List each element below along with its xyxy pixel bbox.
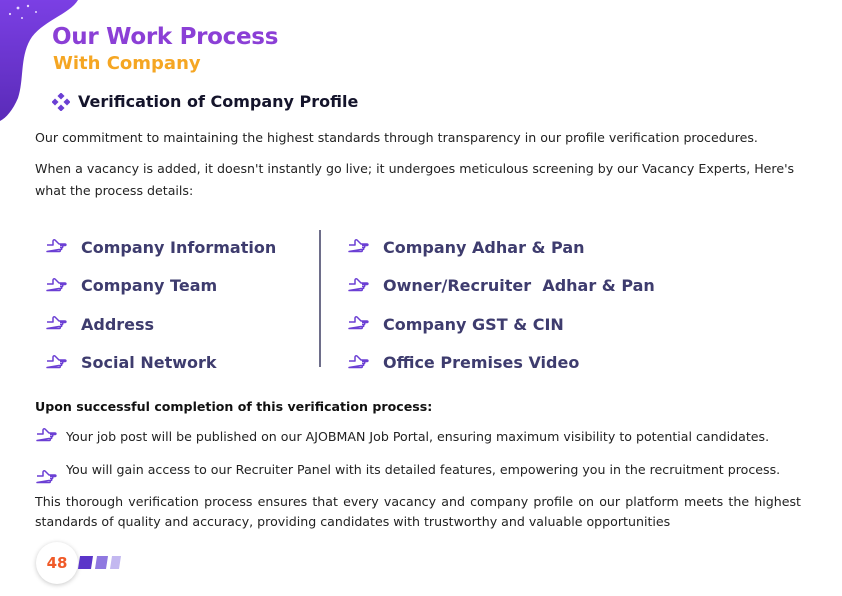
section-heading: [52, 92, 358, 111]
list-item: [45, 267, 315, 306]
page-number-badge: [36, 542, 78, 584]
benefit-item: [35, 428, 769, 444]
page-decoration-icon: [78, 556, 124, 569]
benefit-item: [35, 462, 780, 486]
verification-list-left: [45, 228, 315, 382]
list-item: [45, 305, 315, 344]
page-title: Our Work Process: [52, 24, 279, 50]
pointing-hand-icon: [45, 278, 67, 294]
process-paragraph: When a vacancy is added, it doesn't instantly go live; it undergoes meticulous screening by our Vacancy Experts, Here's what the process details:: [35, 161, 795, 198]
pointing-hand-icon: [347, 278, 369, 294]
list-item-label: Social Network: [81, 353, 217, 373]
pointing-hand-icon: [347, 316, 369, 332]
closing-paragraph: This thorough verification process ensures that every vacancy and company profile on our platform meets the highest standards of quality and accuracy, providing candidates with trustworthy and valuable opportunities: [35, 494, 801, 529]
section-heading-text: Verification of Company Profile: [78, 92, 359, 111]
completion-heading: Upon successful completion of this verification process:: [35, 399, 433, 414]
verification-list-right: [347, 228, 787, 382]
list-item: [45, 228, 315, 267]
list-item-label: Owner/Recruiter Adhar & Pan: [383, 276, 655, 296]
list-item-label: Company GST & CIN: [383, 314, 564, 334]
benefit-text: You will gain access to our Recruiter Panel with its detailed features, empowering you in the recruitment process.: [66, 462, 781, 477]
page-subtitle: With Company: [53, 53, 201, 74]
list-item-label: Office Premises Video: [383, 353, 580, 373]
list-item: [347, 267, 787, 306]
list-item: [347, 305, 787, 344]
pointing-hand-icon: [45, 239, 67, 255]
intro-paragraph: Our commitment to maintaining the highest standards through transparency in our profile verification procedures.: [35, 130, 758, 145]
column-divider: [319, 230, 321, 367]
pointing-hand-icon: [35, 470, 57, 486]
pointing-hand-icon: [347, 355, 369, 371]
list-item: [347, 344, 787, 383]
list-item-label: Company Team: [81, 276, 218, 296]
list-item: [347, 228, 787, 267]
page-number: 48: [46, 554, 68, 572]
list-item-label: Company Information: [81, 237, 277, 257]
pointing-hand-icon: [45, 316, 67, 332]
list-item-label: Address: [81, 314, 155, 334]
pointing-hand-icon: [347, 239, 369, 255]
pointing-hand-icon: [45, 355, 67, 371]
pointing-hand-icon: [35, 428, 57, 444]
benefit-text: Your job post will be published on our AJOBMAN Job Portal, ensuring maximum visibility to potential candidates.: [66, 428, 770, 444]
diamond-cluster-icon: [52, 93, 70, 111]
list-item: [45, 344, 315, 383]
list-item-label: Company Adhar & Pan: [383, 237, 585, 257]
